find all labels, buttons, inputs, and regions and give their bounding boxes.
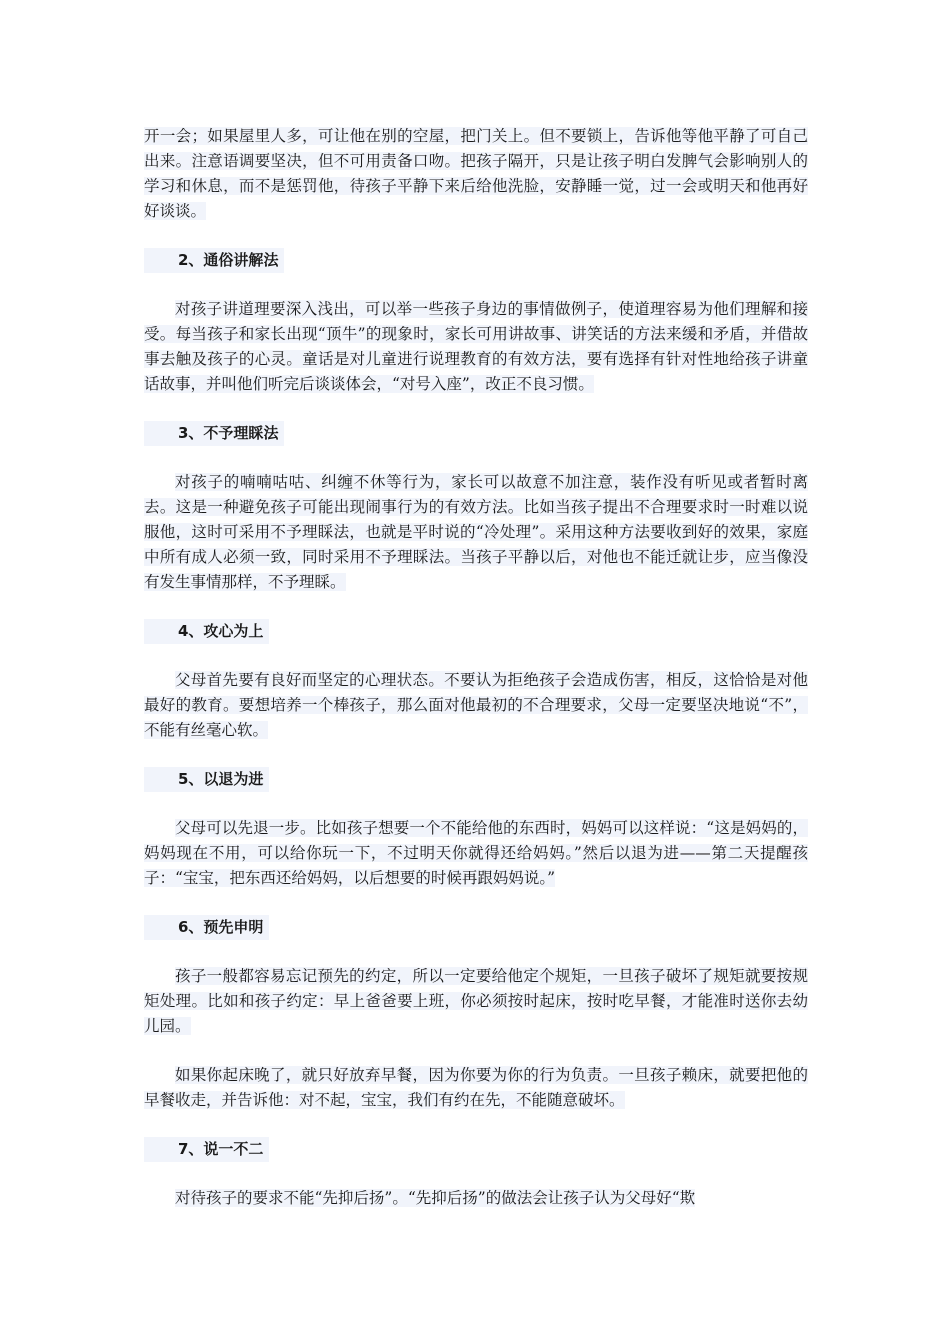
paragraph-text: 父母首先要有良好而坚定的心理状态。不要认为拒绝孩子会造成伤害，相反，这恰恰是对他最好的教育。要想培养一个棒孩子，那么面对他最初的不合理要求，父母一定要坚决地说“不”，不能有丝毫心软。 — [144, 671, 808, 739]
paragraph-section-2 — [144, 297, 808, 397]
heading-text: 2、通俗讲解法 — [144, 248, 284, 273]
heading-text: 5、以退为进 — [144, 767, 269, 792]
paragraph-text: 如果你起床晚了，就只好放弃早餐，因为你要为你的行为负责。一旦孩子赖床，就要把他的早餐收走，并告诉他：对不起，宝宝，我们有约在先，不能随意破坏。 — [144, 1066, 808, 1109]
paragraph-text: 对孩子的喃喃咕咕、纠缠不休等行为，家长可以故意不加注意，装作没有听见或者暂时离去。这是一种避免孩子可能出现闹事行为的有效方法。比如当孩子提出不合理要求时一时难以说服他，这时可采用不予理睬法，也就是平时说的“冷处理”。采用这种方法要收到好的效果，家庭中所有成人必须一致，同时采用不予理睬法。当孩子平静以后，对他也不能迁就让步，应当像没有发生事情那样，不予理睬。 — [144, 473, 808, 591]
paragraph-section-4 — [144, 668, 808, 743]
paragraph-section-6b — [144, 1063, 808, 1113]
paragraph-section-6a — [144, 964, 808, 1039]
paragraph-section-7 — [144, 1186, 808, 1211]
paragraph-text: 孩子一般都容易忘记预先的约定，所以一定要给他定个规矩，一旦孩子破坏了规矩就要按规矩处理。比如和孩子约定：早上爸爸要上班，你必须按时起床，按时吃早餐，才能准时送你去幼儿园。 — [144, 967, 808, 1035]
paragraph-text: 对孩子讲道理要深入浅出，可以举一些孩子身边的事情做例子，使道理容易为他们理解和接受。每当孩子和家长出现“顶牛”的现象时，家长可用讲故事、讲笑话的方法来缓和矛盾，并借故事去触及孩子的心灵。童话是对儿童进行说理教育的有效方法，要有选择有针对性地给孩子讲童话故事，并叫他们听完后谈谈体会，“对号入座”，改正不良习惯。 — [144, 300, 808, 393]
document-page — [144, 124, 808, 1235]
heading-text: 4、攻心为上 — [144, 619, 269, 644]
section-heading-7 — [144, 1137, 808, 1162]
paragraph-section-3 — [144, 470, 808, 595]
section-heading-5 — [144, 767, 808, 792]
heading-text: 6、预先申明 — [144, 915, 269, 940]
paragraph-section-5 — [144, 816, 808, 891]
paragraph-intro — [144, 124, 808, 224]
paragraph-text: 父母可以先退一步。比如孩子想要一个不能给他的东西时，妈妈可以这样说：“这是妈妈的，妈妈现在不用，可以给你玩一下，不过明天你就得还给妈妈。”然后以退为进——第二天提醒孩子：“宝宝，把东西还给妈妈，以后想要的时候再跟妈妈说。” — [144, 819, 808, 887]
section-heading-4 — [144, 619, 808, 644]
section-heading-3 — [144, 421, 808, 446]
heading-text: 7、说一不二 — [144, 1137, 269, 1162]
paragraph-text: 对待孩子的要求不能“先抑后扬”。“先抑后扬”的做法会让孩子认为父母好“欺 — [175, 1189, 696, 1207]
heading-text: 3、不予理睬法 — [144, 421, 284, 446]
section-heading-2 — [144, 248, 808, 273]
paragraph-text: 开一会；如果屋里人多，可让他在别的空屋，把门关上。但不要锁上，告诉他等他平静了可自己出来。注意语调要坚决，但不可用责备口吻。把孩子隔开，只是让孩子明白发脾气会影响别人的学习和休息，而不是惩罚他，待孩子平静下来后给他洗脸，安静睡一觉，过一会或明天和他再好好谈谈。 — [144, 127, 808, 220]
section-heading-6 — [144, 915, 808, 940]
